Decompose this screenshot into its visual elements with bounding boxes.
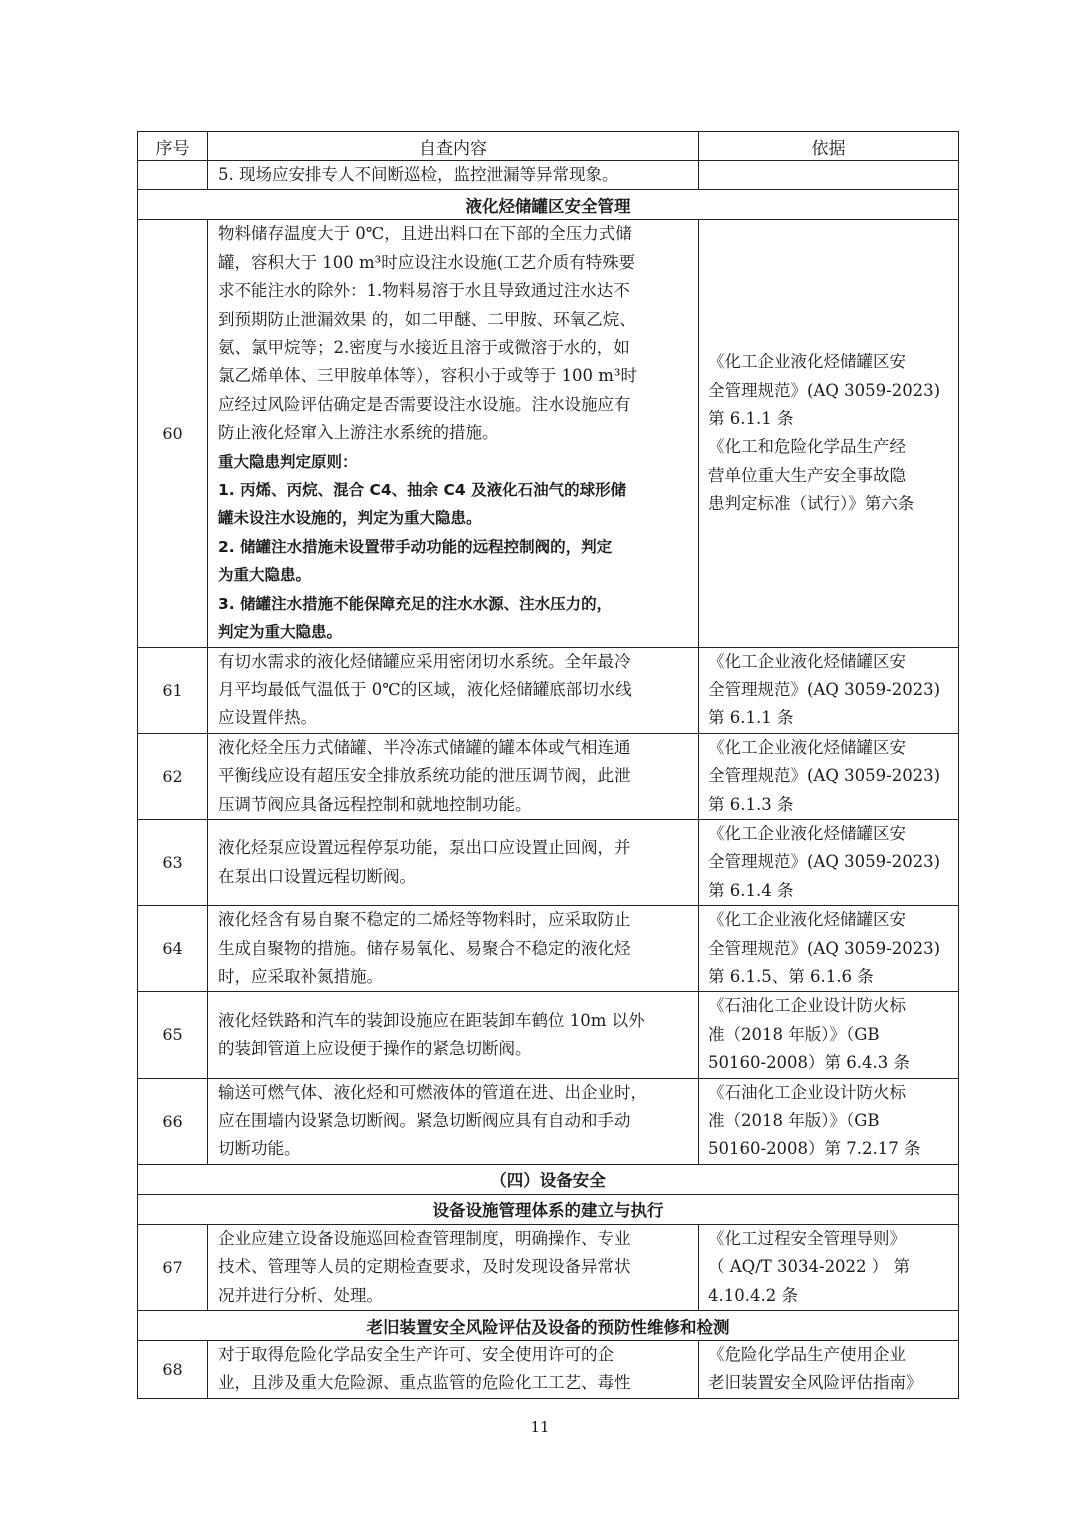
item-number: 64 [138,906,208,992]
basis-line: 营单位重大生产安全事故隐 [708,465,906,485]
table-row [138,1078,959,1164]
content-line: 切断功能。 [218,1139,301,1159]
content-line: 防止液化烃窜入上游注水系统的措施。 [218,423,499,443]
basis-line: 《化工企业液化烃储罐区安 [708,910,906,930]
content-line: 的装卸管道上应设便于操作的紧急切断阀。 [218,1038,532,1058]
major-hazard-criteria-line: 3. 储罐注水措施不能保障充足的注水水源、注水压力的， [218,594,613,613]
content-line: 输送可燃气体、液化烃和可燃液体的管道在进、出企业时， [218,1082,647,1102]
basis-line: 《化工企业液化烃储罐区安 [708,651,906,671]
basis-line: 《石油化工企业设计防火标 [708,1082,906,1102]
table-row [138,733,959,819]
basis-line: 第 6.1.3 条 [708,794,794,814]
basis-line: 全管理规范》(AQ 3059-2023) [708,766,941,786]
content-line: 5. 现场应安排专人不间断巡检，监控泄漏等异常现象。 [218,165,619,184]
content-line: 求不能注水的除外：1.物料易溶于水且导致通过注水达不 [218,281,630,301]
inspection-content [208,1078,699,1164]
basis-line: 全管理规范》(AQ 3059-2023) [708,852,941,872]
page-number: 11 [530,1418,550,1436]
basis-line: 全管理规范》(AQ 3059-2023) [708,938,941,958]
content-line: 应在围墙内设紧急切断阀。紧急切断阀应具有自动和手动 [218,1111,631,1130]
regulation-basis [699,1078,959,1164]
inspection-content [208,819,699,905]
regulation-basis [699,733,959,819]
regulation-basis [699,906,959,992]
basis-line: 《化工和危险化学品生产经 [708,437,906,457]
content-line: 在泵出口设置远程切断阀。 [218,866,416,886]
header-basis: 依据 [699,132,959,161]
table-row [138,220,959,647]
regulation-basis [699,647,959,733]
regulation-basis [699,1224,959,1310]
content-line: 技术、管理等人员的定期检查要求，及时发现设备异常状 [218,1257,631,1277]
content-line: 液化烃含有易自聚不稳定的二烯烃等物料时，应采取防止 [218,910,631,930]
basis-line: 《石油化工企业设计防火标 [708,996,906,1016]
regulation-basis [699,161,959,190]
content-line: 平衡线应设有超压安全排放系统功能的泄压调节阀，此泄 [218,766,631,786]
basis-line: 《危险化学品生产使用企业 [708,1345,906,1365]
content-line: 对于取得危险化学品安全生产许可、安全使用许可的企 [218,1345,614,1365]
table-row [138,161,959,190]
basis-line: 《化工过程安全管理导则》 [708,1228,906,1248]
basis-line: 全管理规范》(AQ 3059-2023) [708,679,941,699]
table-row [138,819,959,905]
major-hazard-criteria-line: 判定为重大隐患。 [218,623,343,642]
basis-line: 4.10.4.2 条 [708,1285,798,1305]
content-line: 生成自聚物的措施。储存易氧化、易聚合不稳定的液化烃 [218,938,631,958]
item-number: 62 [138,733,208,819]
content-line: 时，应采取补氮措施。 [218,966,383,986]
inspection-content [208,647,699,733]
inspection-content [208,906,699,992]
section-heading-row [138,1194,959,1224]
content-line: 企业应建立设备设施巡回检查管理制度，明确操作、专业 [218,1228,631,1248]
table-header-row [138,132,959,161]
content-line: 到预期防止泄漏效果 的，如二甲醚、二甲胺、环氧乙烷、 [218,309,636,329]
basis-line: 第 6.1.1 条 [708,708,794,728]
regulation-basis [699,992,959,1078]
table-row [138,906,959,992]
major-hazard-criteria-line: 罐未设注水设施的，判定为重大隐患。 [218,509,482,528]
basis-line: 《化工企业液化烃储罐区安 [708,737,906,757]
major-hazard-criteria-line: 1. 丙烯、丙烷、混合 C4、抽余 C4 及液化石油气的球形储 [218,481,627,500]
inspection-table [137,131,959,1399]
basis-line: 全管理规范》(AQ 3059-2023) [708,380,941,400]
table-row [138,1341,959,1399]
basis-line: 50160-2008）第 6.4.3 条 [708,1053,911,1073]
basis-line: 准（2018 年版）》（GB [708,1024,880,1044]
content-line: 应设置伴热。 [218,708,317,728]
content-line: 液化烃铁路和汽车的装卸设施应在距装卸车鹤位 10m 以外 [218,1010,645,1030]
content-line: 氯乙烯单体、三甲胺单体等），容积小于或等于 100 m³时 [218,366,637,386]
basis-line: 患判定标准（试行）》第六条 [708,494,915,514]
section-heading-row [138,190,959,220]
content-line: 液化烃泵应设置远程停泵功能，泵出口应设置止回阀，并 [218,838,631,858]
table-row [138,647,959,733]
section-heading-row [138,1311,959,1341]
content-line: 氨、氯甲烷等；2.密度与水接近且溶于或微溶于水的，如 [218,338,630,358]
content-line: 物料储存温度大于 0℃，且进出料口在下部的全压力式储 [218,224,632,244]
major-hazard-criteria-line: 为重大隐患。 [218,566,312,585]
inspection-content [208,1341,699,1399]
regulation-basis [699,1341,959,1399]
table-row [138,992,959,1078]
table-row [138,1224,959,1310]
section-heading: 老旧装置安全风险评估及设备的预防性维修和检测 [138,1311,959,1341]
basis-line: 准（2018 年版）》（GB [708,1111,880,1130]
section-heading: （四）设备安全 [138,1164,959,1194]
inspection-content [208,161,699,190]
header-content: 自查内容 [208,132,699,161]
section-heading: 液化烃储罐区安全管理 [138,190,959,220]
header-number: 序号 [138,132,208,161]
content-line: 罐，容积大于 100 m³时应设注水设施(工艺介质有特殊要 [218,252,636,272]
content-line: 液化烃全压力式储罐、半冷冻式储罐的罐本体或气相连通 [218,737,631,757]
regulation-basis [699,220,959,647]
content-line: 有切水需求的液化烃储罐应采用密闭切水系统。全年最冷 [218,651,631,671]
section-heading: 设备设施管理体系的建立与执行 [138,1194,959,1224]
inspection-content [208,733,699,819]
section-heading-row [138,1164,959,1194]
item-number: 61 [138,647,208,733]
inspection-content [208,220,699,647]
major-hazard-criteria-line: 2. 储罐注水措施未设置带手动功能的远程控制阀的，判定 [218,537,613,556]
inspection-content [208,992,699,1078]
content-line: 压调节阀应具备远程控制和就地控制功能。 [218,794,532,814]
item-number: 67 [138,1224,208,1310]
basis-line: 第 6.1.5、第 6.1.6 条 [708,966,874,986]
item-number: 60 [138,220,208,647]
basis-line: 50160-2008）第 7.2.17 条 [708,1139,921,1159]
content-line: 业，且涉及重大危险源、重点监管的危险化工工艺、毒性 [218,1373,631,1393]
inspection-table-container [137,131,958,1399]
basis-line: 《化工企业液化烃储罐区安 [708,352,906,372]
basis-line: 老旧装置安全风险评估指南》 [708,1373,923,1393]
item-number [138,161,208,190]
basis-line: 《化工企业液化烃储罐区安 [708,823,906,843]
item-number: 63 [138,819,208,905]
basis-line: 第 6.1.4 条 [708,880,794,900]
content-line: 月平均最低气温低于 0℃的区域，液化烃储罐底部切水线 [218,679,632,699]
item-number: 68 [138,1341,208,1399]
content-line: 况并进行分析、处理。 [218,1285,383,1305]
content-line: 应经过风险评估确定是否需要设注水设施。注水设施应有 [218,394,631,414]
basis-line: （ AQ/T 3034-2022 ） 第 [708,1257,911,1277]
item-number: 66 [138,1078,208,1164]
item-number: 65 [138,992,208,1078]
regulation-basis [699,819,959,905]
basis-line: 第 6.1.1 条 [708,409,794,429]
major-hazard-criteria-line: 重大隐患判定原则： [218,452,358,471]
inspection-content [208,1224,699,1310]
